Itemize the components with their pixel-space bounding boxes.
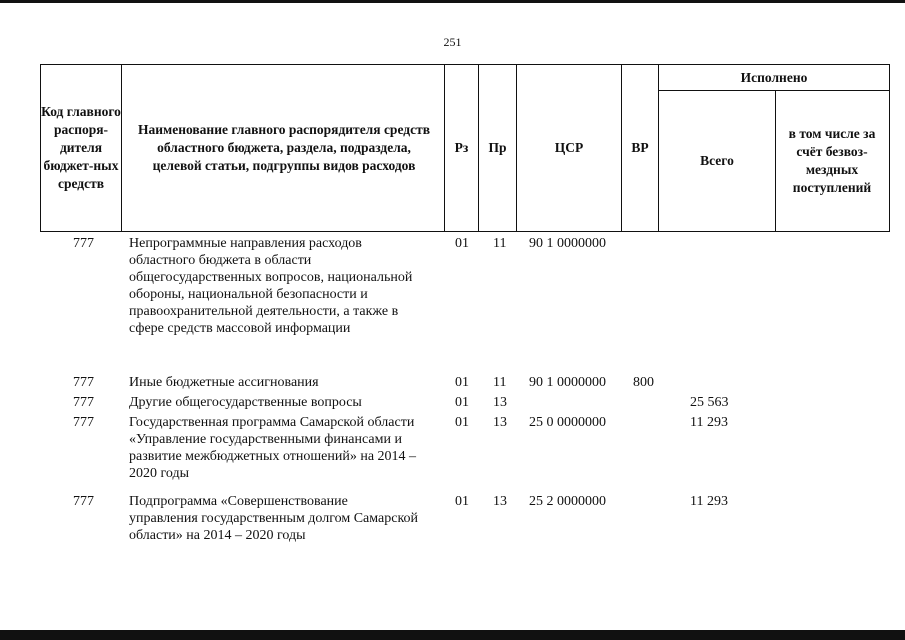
row-code: 777 [73, 375, 94, 390]
header-rz: Рз [454, 140, 469, 155]
header-incl-free: в том числе за счёт безвоз-мездных поступлений [788, 126, 876, 195]
header-pr: Пр [488, 140, 507, 155]
header-csr: ЦСР [554, 140, 584, 155]
row-csr: 25 0 0000000 [529, 415, 606, 430]
row-csr: 90 1 0000000 [529, 236, 606, 251]
row-pr: 11 [493, 375, 507, 390]
row-name: Другие общегосударственные вопросы [129, 395, 362, 410]
col-divider-total [775, 90, 776, 232]
row-code: 777 [73, 395, 94, 410]
scan-top-edge [0, 0, 905, 3]
row-name: Непрограммные направления расходов областного бюджета в области общегосударственных вопросов, национальной обороны, национальной безопасности и правоохранительной деятельности, а также в сфере средств массовой информации [129, 236, 413, 336]
header-code: Код главного распоря-дителя бюджет-ных средств [41, 104, 121, 191]
row-name: Иные бюджетные ассигнования [129, 375, 319, 390]
row-name: Государственная программа Самарской области «Управление государственными финансами и развитие межбюджетных отношений» на 2014 – 2020 годы [129, 415, 417, 481]
row-total: 11 293 [690, 494, 728, 509]
row-pr: 13 [493, 494, 507, 509]
row-code: 777 [73, 236, 94, 251]
row-rz: 01 [455, 415, 469, 430]
header-border-bottom [40, 231, 890, 232]
header-executed: Исполнено [740, 69, 808, 85]
row-csr: 25 2 0000000 [529, 494, 606, 509]
row-vr: 800 [633, 375, 654, 390]
row-rz: 01 [455, 236, 469, 251]
row-pr: 13 [493, 395, 507, 410]
row-rz: 01 [455, 395, 469, 410]
row-code: 777 [73, 415, 94, 430]
row-rz: 01 [455, 494, 469, 509]
row-code: 777 [73, 494, 94, 509]
row-pr: 13 [493, 415, 507, 430]
row-pr: 11 [493, 236, 507, 251]
table-header [40, 64, 890, 232]
row-name: Подпрограмма «Совершенствование управления государственным долгом Самарской области» на 2014 – 2020 годы [129, 494, 419, 543]
row-csr: 90 1 0000000 [529, 375, 606, 390]
page-number: 251 [443, 35, 462, 49]
row-total: 25 563 [690, 395, 729, 410]
col-divider-code [121, 64, 122, 232]
header-name: Наименование главного распорядителя средств областного бюджета, раздела, подраздела, целевой статьи, подгруппы видов расходов [137, 122, 430, 173]
row-total: 11 293 [690, 415, 728, 430]
header-vr: ВР [631, 140, 649, 155]
row-rz: 01 [455, 375, 469, 390]
scan-bottom-edge [0, 630, 905, 640]
header-total: Всего [700, 153, 734, 168]
